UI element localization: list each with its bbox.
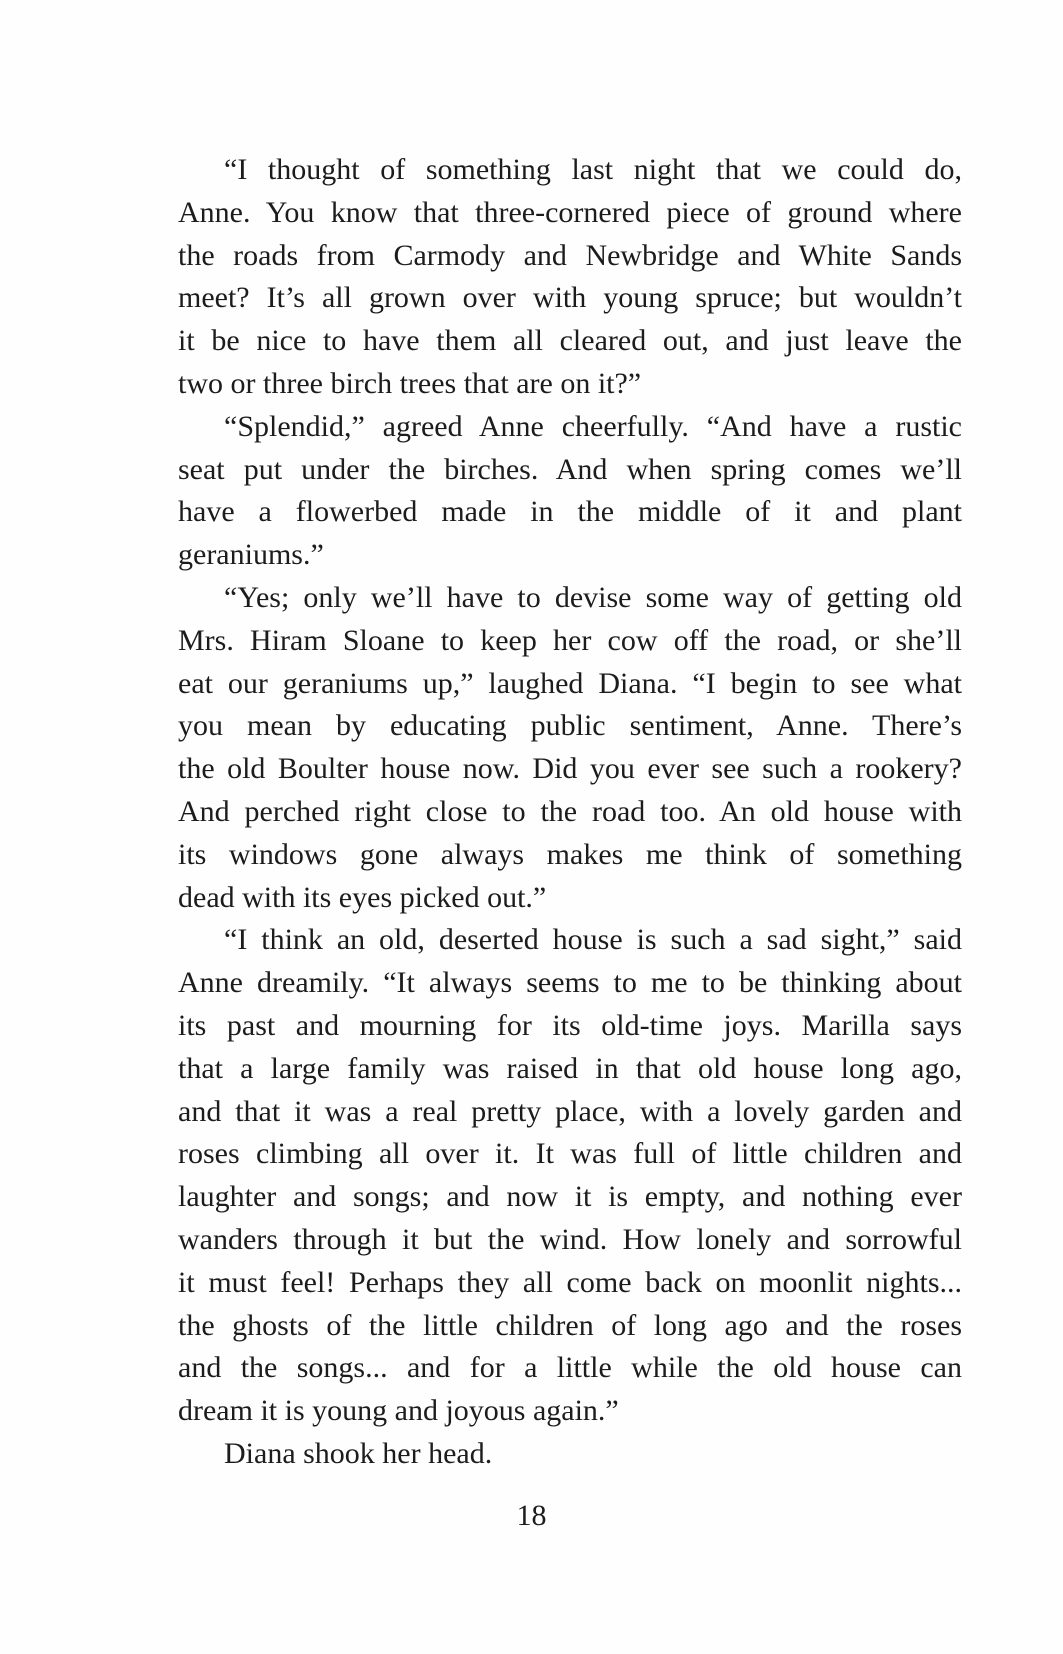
text-line: Mrs. Hiram Sloane to keep her cow off the road, or she’ll	[178, 623, 962, 657]
text-line: you mean by educating public sentiment, Anne. There’s	[178, 709, 962, 743]
text-line: it must feel! Perhaps they all come back on moonlit nights...	[178, 1265, 962, 1299]
text-line: “Splendid,” agreed Anne cheerfully. “And have a rustic	[224, 409, 962, 443]
text-line: the ghosts of the little children of long ago and the roses	[178, 1308, 962, 1342]
text-line: eat our geraniums up,” laughed Diana. “I begin to see what	[178, 666, 962, 700]
text-line: “I think an old, deserted house is such a sad sight,” said	[224, 923, 962, 957]
text-line: and the songs... and for a little while the old house can	[178, 1351, 962, 1385]
text-line: laughter and songs; and now it is empty, and nothing ever	[178, 1180, 962, 1214]
text-line: Anne. You know that three-cornered piece of ground where	[178, 195, 962, 229]
text-line: dead with its eyes picked out.”	[178, 880, 547, 914]
page-text	[178, 149, 962, 1476]
text-line: roses climbing all over it. It was full of little children and	[178, 1137, 962, 1171]
text-line: and that it was a real pretty place, with a lovely garden and	[178, 1094, 962, 1128]
page-number: 18	[516, 1499, 547, 1532]
text-line: have a flowerbed made in the middle of it and plant	[178, 495, 962, 529]
text-line: it be nice to have them all cleared out, and just leave the	[178, 324, 962, 358]
text-line: dream it is young and joyous again.”	[178, 1394, 619, 1428]
text-line: “Yes; only we’ll have to devise some way of getting old	[224, 580, 962, 614]
text-line: that a large family was raised in that old house long ago,	[178, 1051, 962, 1085]
text-line: And perched right close to the road too. An old house with	[178, 794, 962, 828]
text-line: its past and mourning for its old-time joys. Marilla says	[178, 1008, 962, 1042]
text-line: the roads from Carmody and Newbridge and White Sands	[178, 238, 962, 272]
text-line: Anne dreamily. “It always seems to me to be thinking about	[178, 966, 962, 1000]
text-line: the old Boulter house now. Did you ever see such a rookery?	[178, 752, 962, 786]
text-line: geraniums.”	[178, 538, 324, 572]
text-line: seat put under the birches. And when spring comes we’ll	[178, 452, 962, 486]
text-line: wanders through it but the wind. How lonely and sorrowful	[178, 1222, 962, 1256]
text-line: meet? It’s all grown over with young spruce; but wouldn’t	[178, 281, 962, 315]
text-line: “I thought of something last night that we could do,	[224, 153, 962, 186]
text-line: two or three birch trees that are on it?”	[178, 366, 642, 400]
text-line: its windows gone always makes me think of something	[178, 837, 962, 871]
text-line: Diana shook her head.	[224, 1436, 493, 1470]
